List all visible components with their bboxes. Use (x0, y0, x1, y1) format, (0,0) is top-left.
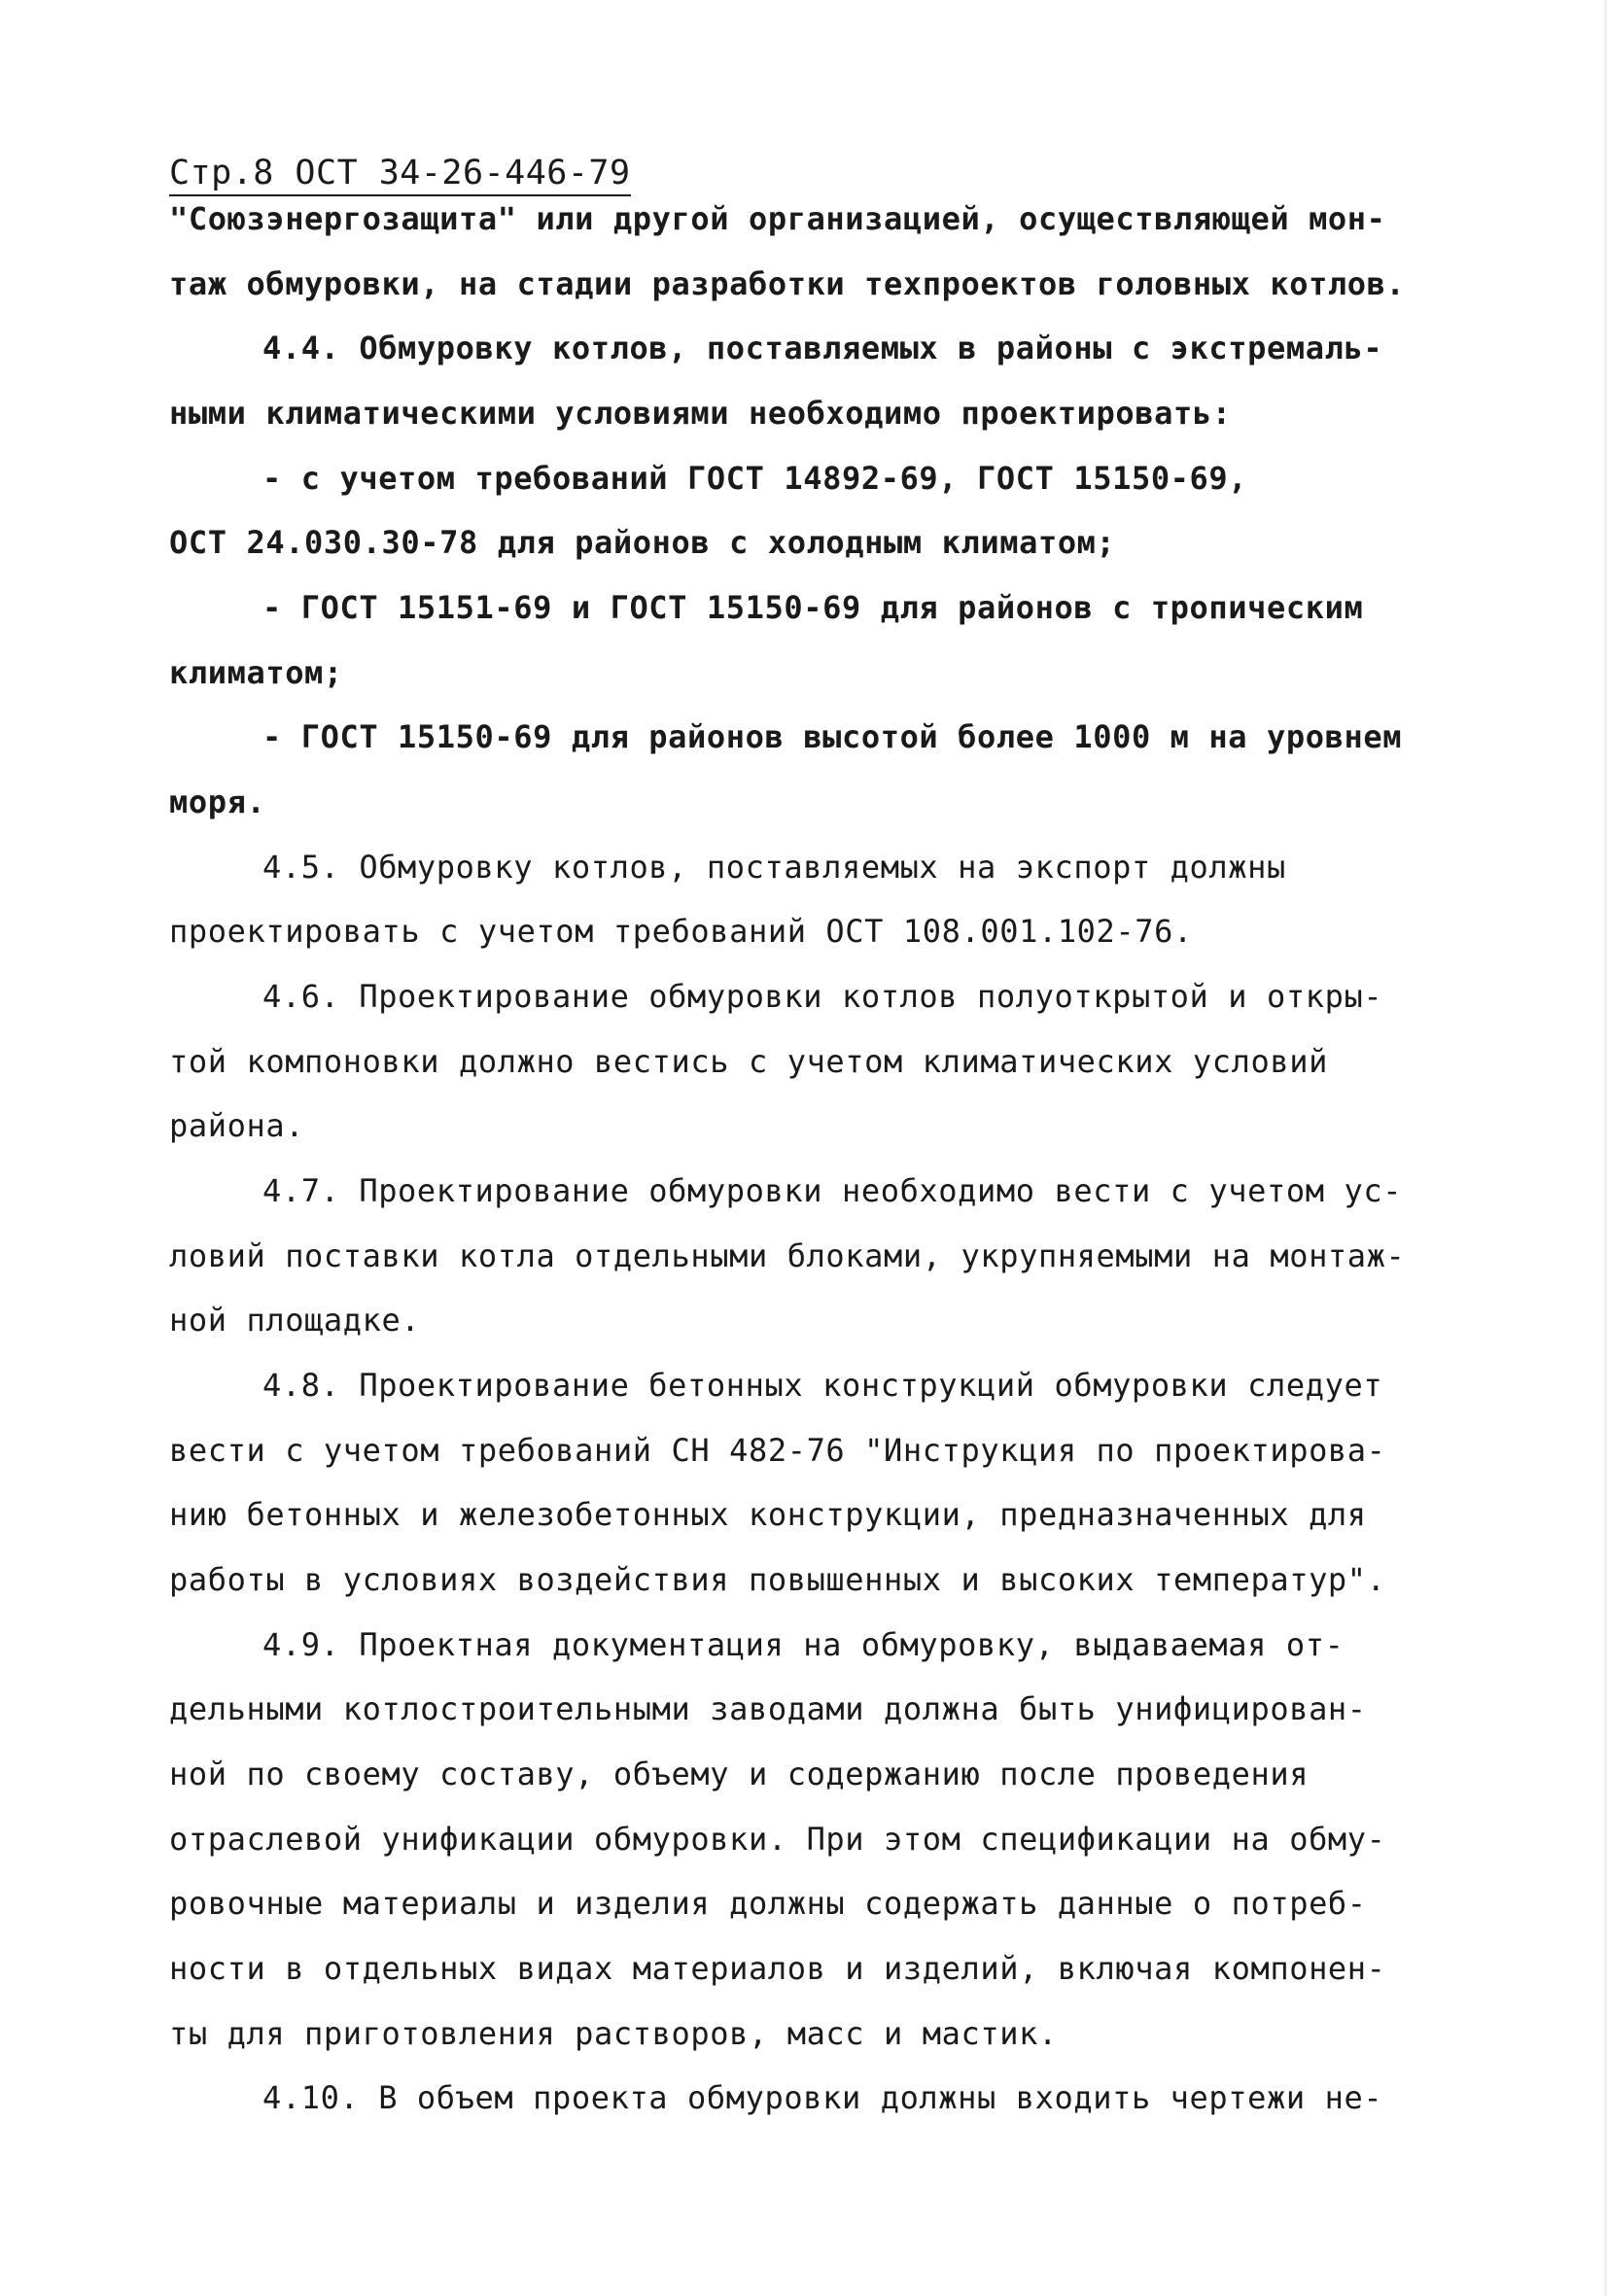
text-line: ты для приготовления растворов, масс и мастик. (169, 2015, 1058, 2052)
text-line: - с учетом требований ГОСТ 14892-69, ГОСТ 15150-69, (262, 460, 1248, 497)
text-line: дельными котлостроительными заводами должна быть унифицирован- (169, 1690, 1367, 1727)
text-line: 4.5. Обмуровку котлов, поставляемых на экспорт должны (262, 849, 1286, 886)
text-line: "Союзэнергозащита" или другой организацией, осуществляющей мон- (169, 200, 1386, 237)
text-line: той компоновки должно вестись с учетом климатических условий (169, 1043, 1328, 1080)
text-line: - ГОСТ 15151-69 и ГОСТ 15150-69 для районов с тропическим (262, 589, 1364, 626)
text-line: 4.7. Проектирование обмуровки необходимо вести с учетом ус- (262, 1172, 1403, 1209)
text-line: ОСТ 24.030.30-78 для районов с холодным климатом; (169, 524, 1116, 561)
text-line: проектировать с учетом требований ОСТ 108.001.102-76. (169, 913, 1193, 950)
text-line: ной по своему составу, объему и содержанию после проведения (169, 1756, 1310, 1792)
text-line: таж обмуровки, на стадии разработки техпроектов головных котлов. (169, 265, 1406, 302)
text-line: отраслевой унификации обмуровки. При этом спецификации на обму- (169, 1821, 1386, 1858)
text-line: 4.6. Проектирование обмуровки котлов полуоткрытой и откры- (262, 978, 1383, 1015)
text-line: работы в условиях воздействия повышенных и высоких температур". (169, 1561, 1386, 1598)
text-line: моря. (169, 783, 266, 820)
text-line: 4.9. Проектная документация на обмуровку, выдаваемая от- (262, 1626, 1345, 1663)
text-line: ловий поставки котла отдельными блоками, укрупняемыми на монтаж- (169, 1237, 1406, 1274)
text-line: ровочные материалы и изделия должны содержать данные о потреб- (169, 1885, 1367, 1922)
text-line: 4.10. В объем проекта обмуровки должны входить чертежи не- (262, 2079, 1383, 2116)
text-line: нию бетонных и железобетонных конструкции, предназначенных для (169, 1496, 1367, 1533)
text-line: ными климатическими условиями необходимо проектировать: (169, 395, 1232, 432)
text-line: вести с учетом требований СН 482-76 "Инструкция по проектирова- (169, 1432, 1386, 1469)
text-line: ности в отдельных видах материалов и изделий, включая компонен- (169, 1950, 1386, 1987)
text-line: района. (169, 1107, 305, 1144)
text-line: - ГОСТ 15150-69 для районов высотой более 1000 м на уровнем (262, 718, 1403, 755)
text-line: 4.4. Обмуровку котлов, поставляемых в районы с экстремаль- (262, 330, 1383, 366)
page-header: Стр.8 ОСТ 34-26-446-79 (169, 154, 631, 196)
text-line: ной площадке. (169, 1302, 421, 1339)
text-line: климатом; (169, 654, 343, 691)
text-line: 4.8. Проектирование бетонных конструкций обмуровки следует (262, 1367, 1383, 1404)
